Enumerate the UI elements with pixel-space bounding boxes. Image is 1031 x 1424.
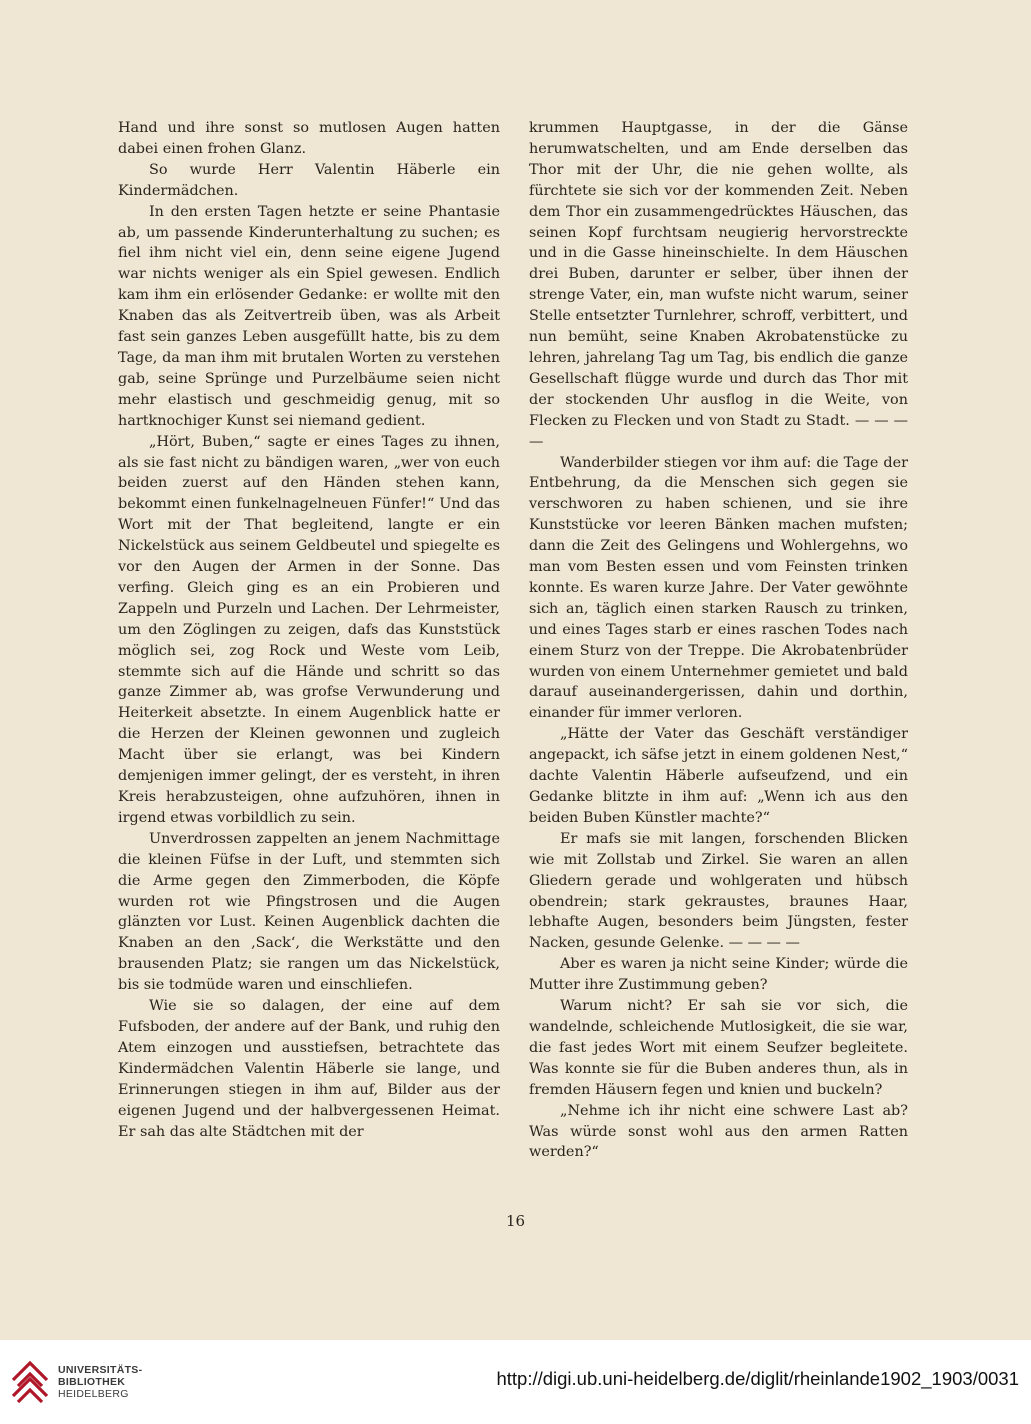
paragraph: Wanderbilder stiegen vor ihm auf: die Tage der Entbehrung, da die Menschen sich gegen sie verschworen zu haben schienen, und sie ihre Kunststücke vor leeren Bänken machen mufsten; dann die Zeit des Gelingens und Wohlergehns, wo man vom Besten essen und vom Feinsten trinken konnte. Es waren kurze Jahre. Der Vater gewöhnte sich an, täglich einen starken Rausch zu trinken, und eines Tages starb er eines raschen Todes nach einem Sturz von der Treppe. Die Akrobatenbrüder wurden von einem Unternehmer gemietet und bald darauf auseinandergerissen, dahin und dorthin, einander für immer verloren. [529, 454, 908, 722]
paragraph: Er mafs sie mit langen, forschenden Blicken wie mit Zollstab und Zirkel. Sie waren an allen Gliedern gerade und wohlgeraten und hübsch obendrein; stark gekraustes, braunes Haar, lebhafte Augen, besonders beim Jüngsten, fester Nacken, gesunde Gelenke. — — — — [529, 830, 908, 952]
paragraph: Warum nicht? Er sah sie vor sich, die wandelnde, schleichende Mutlosigkeit, die sie war, die fast jedes Wort mit einem Seufzer begleitete. Was konnte sie für die Buben anderes thun, als in fremden Häusern fegen und knien und buckeln? [529, 998, 908, 1098]
paragraph: „Hört, Buben,“ sagte er eines Tages zu ihnen, als sie fast nicht zu bändigen waren, „wer von euch beiden zuerst auf den Händen stehen kann, bekommt einen funkelnagelneuen Fünfer!“ Und das Wort mit der That begleitend, langte er ein Nickelstück aus seinem Geldbeutel und spiegelte es vor den Augen der Armen in der Sonne. Das verfing. Gleich ging es an ein Probieren und Zappeln und Purzeln und Lachen. Der Lehrmeister, um den Zöglingen zu zeigen, dafs das Kunststück möglich sei, zog Rock und Weste vom Leib, stemmte sich auf die Hände und schritt so das ganze Zimmer ab, was grofse Verwunderung und Heiterkeit absetzte. In einem Augenblick hatte er die Herzen der Kleinen gewonnen und zugleich Macht über sie erlangt, was bei Kindern demjenigen immer gelingt, der es versteht, in ihren Kreis herabzusteigen, ohne aufzuhören, ihnen in irgend etwas vorbildlich zu sein. [118, 433, 500, 826]
paragraph: Unverdrossen zappelten an jenem Nachmittage die kleinen Füfse in der Luft, und stemmten sich die Arme gegen den Zimmerboden, die Köpfe wurden rot wie Pfingstrosen und die Augen glänzten vor Lust. Keinen Augenblick dachten die Knaben an den ‚Sack‘, die Werkstätte und den brausenden Platz; sie rangen um das Nickelstück, bis sie todmüde waren und einschliefen. [118, 830, 500, 994]
paragraph: In den ersten Tagen hetzte er seine Phantasie ab, um passende Kinderunterhaltung zu suchen; es fiel ihm nicht viel ein, denn seine eigene Jugend war nichts weniger als ein Spiel gewesen. Endlich kam ihm ein erlösender Gedanke: er wollte mit den Knaben das als Zeitvertreib üben, was als Arbeit fast sein ganzes Leben ausgefüllt hatte, bis zu dem Tage, da man ihm mit brutalen Worten zu verstehen gab, seine Sprünge und Purzelbäume seien nicht mehr elastisch und geschmeidig genug, mit so hartknochiger Kunst sei niemand gedient. [118, 203, 500, 429]
paragraph: „Nehme ich ihr nicht eine schwere Last ab? Was würde sonst wohl aus den armen Ratten werden?“ [529, 1102, 908, 1161]
page-number: 16 [505, 1212, 526, 1230]
paragraph: Aber es waren ja nicht seine Kinder; würde die Mutter ihre Zustimmung geben? [529, 956, 908, 994]
left-text-column [118, 118, 500, 1142]
right-text-column [529, 118, 908, 1163]
library-footer [0, 1340, 1031, 1424]
paragraph: krummen Hauptgasse, in der die Gänse herumwatschelten, und am Ende derselben das Thor mit der Uhr, die nie gehen wollte, als fürchtete sie sich vor der kommenden Zeit. Neben dem Thor ein zusammengedrücktes Häuschen, das seinen Kopf furchtsam neugierig hervorstreckte und in die Gasse hineinschielte. In dem Häuschen drei Buben, darunter er selber, über ihnen der strenge Vater, ein, man wufste nicht warum, seiner Stelle entsetzter Turnlehrer, schroff, verbittert, und nun bemüht, seine Knaben Akrobatenstücke zu lehren, jahrelang Tag um Tag, bis endlich die ganze Gesellschaft flügge wurde und durch das Thor mit der stockenden Uhr ausflog in die Weite, von Flecken zu Flecken und von Stadt zu Stadt. — — — — [529, 120, 908, 450]
library-name-line: UNIVERSITÄTS- [58, 1364, 143, 1376]
library-name [58, 1364, 142, 1400]
source-url[interactable]: http://digi.ub.uni-heidelberg.de/diglit/rheinlande1902_1903/0031 [496, 1368, 1019, 1389]
paragraph: So wurde Herr Valentin Häberle ein Kindermädchen. [118, 161, 500, 199]
paragraph: Hand und ihre sonst so mutlosen Augen hatten dabei einen frohen Glanz. [118, 120, 500, 157]
paragraph: Wie sie so dalagen, der eine auf dem Fufsboden, der andere auf der Bank, und ruhig den Atem einzogen und ausstiefsen, betrachtete das Kindermädchen Valentin Häberle sie lange, und Erinnerungen stiegen in ihm auf, Bilder aus der eigenen Jugend und der halbvergessenen Heimat. Er sah das alte Städtchen mit der [118, 998, 500, 1140]
paragraph: „Hätte der Vater das Geschäft verständiger angepackt, ich säfse jetzt in einem goldenen Nest,“ dachte Valentin Häberle aufseufzend, und ein Gedanke blitzte in ihm auf: „Wenn ich aus den beiden Buben Künstler machte?“ [529, 726, 908, 826]
library-name-line: BIBLIOTHEK [58, 1376, 126, 1388]
library-name-line: HEIDELBERG [58, 1388, 129, 1400]
library-logo-icon [10, 1358, 50, 1406]
